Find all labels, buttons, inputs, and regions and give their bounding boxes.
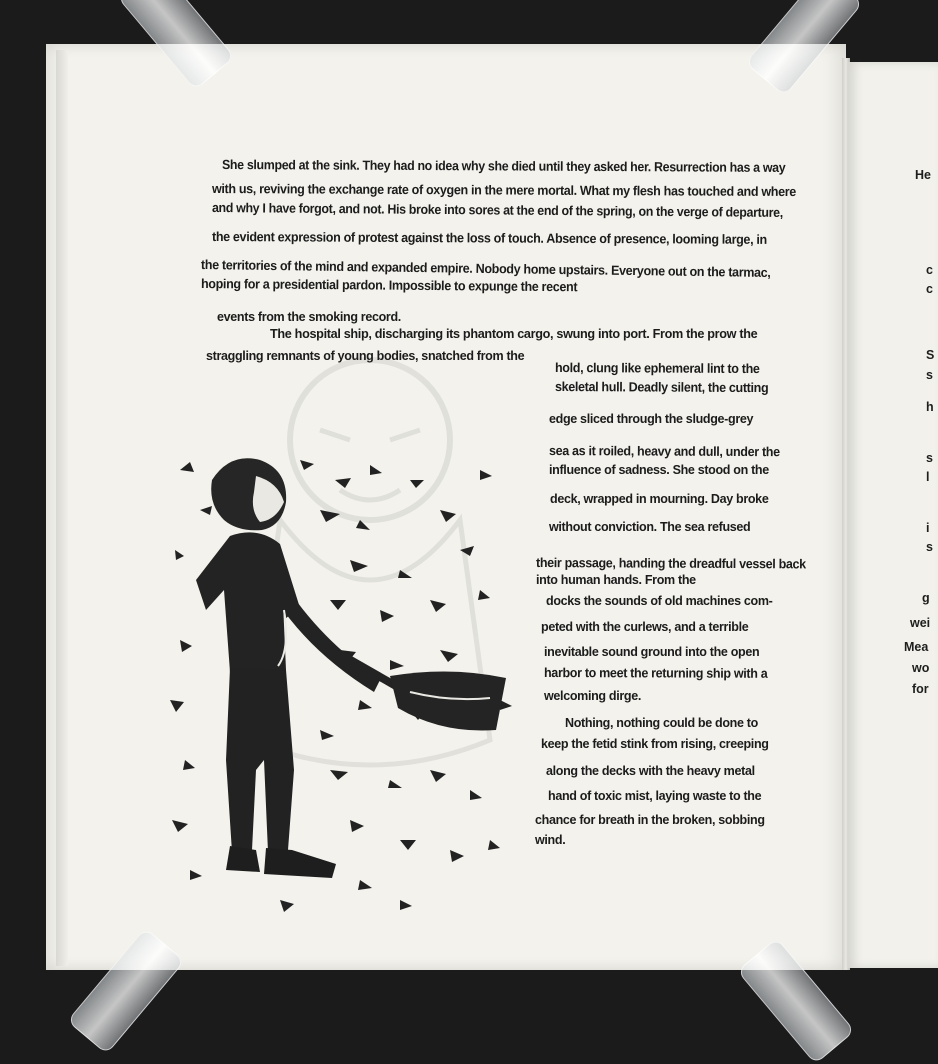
right-page xyxy=(848,62,938,968)
text-line: Nothing, nothing could be done to xyxy=(565,715,758,730)
next-page-fragment: He xyxy=(915,168,931,182)
text-line: influence of sadness. She stood on the xyxy=(549,462,769,477)
next-page-fragment: Mea xyxy=(904,640,929,654)
text-line: the territories of the mind and expanded empire. Nobody home upstairs. Everyone out on the tarmac, xyxy=(200,257,771,280)
next-page-fragment: s xyxy=(926,540,933,554)
next-page-fragment: i xyxy=(926,521,930,535)
text-line: hand of toxic mist, laying waste to the xyxy=(548,788,762,803)
text-line: the evident expression of protest against the loss of touch. Absence of presence, looming large, in xyxy=(211,229,767,247)
next-page-fragment: c xyxy=(926,263,933,277)
next-page-fragment: g xyxy=(922,591,930,605)
text-line: The hospital ship, discharging its phantom cargo, swung into port. From the prow the xyxy=(270,326,758,341)
next-page-fragment: for xyxy=(912,682,929,696)
text-line: events from the smoking record. xyxy=(217,309,401,324)
text-line: edge sliced through the sludge-grey xyxy=(549,411,754,426)
next-page-fragment: s xyxy=(926,451,933,465)
next-page-fragment: s xyxy=(926,368,933,382)
text-line: hoping for a presidential pardon. Impossible to expunge the recent xyxy=(200,276,578,295)
text-line: welcoming dirge. xyxy=(544,688,642,703)
linocut-shovel-figure-illustration xyxy=(160,440,530,920)
text-line: She slumped at the sink. They had no idea why she died until they asked her. Resurrection has a way xyxy=(221,157,786,175)
text-line: and why I have forgot, and not. His broke into sores at the end of the spring, on the verge of departure, xyxy=(211,200,783,220)
next-page-fragment: wei xyxy=(910,616,931,630)
next-page-fragment: c xyxy=(926,282,933,296)
text-line: chance for breath in the broken, sobbing xyxy=(535,812,765,827)
text-line: deck, wrapped in mourning. Day broke xyxy=(550,491,769,506)
text-line: skeletal hull. Deadly silent, the cutting xyxy=(554,379,769,396)
next-page-fragment: S xyxy=(926,348,935,362)
next-page-fragment: wo xyxy=(912,661,930,675)
text-line: inevitable sound ground into the open xyxy=(544,644,760,659)
text-line: their passage, handing the dreadful vessel back xyxy=(535,555,806,572)
text-line: harbor to meet the returning ship with a xyxy=(543,665,768,681)
text-line: sea as it roiled, heavy and dull, under the xyxy=(548,443,780,460)
text-line: docks the sounds of old machines com- xyxy=(546,593,773,608)
text-line: wind. xyxy=(535,832,566,847)
text-line: keep the fetid stink from rising, creeping xyxy=(541,736,769,751)
text-line: with us, reviving the exchange rate of oxygen in the mere mortal. What my flesh has touched and where xyxy=(211,181,796,200)
text-line: straggling remnants of young bodies, snatched from the xyxy=(206,348,525,363)
page-edge xyxy=(56,50,68,966)
next-page-fragment: l xyxy=(926,470,930,484)
text-line: along the decks with the heavy metal xyxy=(546,763,755,778)
text-line: hold, clung like ephemeral lint to the xyxy=(554,360,760,377)
text-line: without conviction. The sea refused xyxy=(549,519,751,534)
text-line: into human hands. From the xyxy=(536,572,696,587)
next-page-fragment: h xyxy=(926,400,934,414)
text-line: peted with the curlews, and a terrible xyxy=(541,619,749,634)
